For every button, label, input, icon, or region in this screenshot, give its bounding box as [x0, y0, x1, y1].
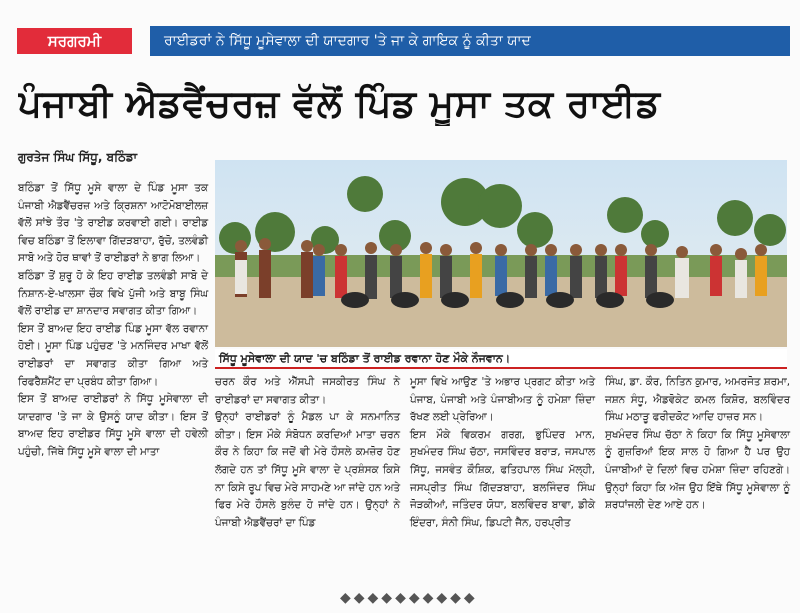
news-photo [215, 160, 787, 347]
paragraph: ਮੂਸਾ ਵਿਖੇ ਆਉਣ 'ਤੇ ਅਭਾਰ ਪ੍ਰਗਟ ਕੀਤਾ ਅਤੇ ਪੰਜਾਬ, ਪੰਜਾਬੀ ਅਤੇ ਪੰਜਾਬੀਅਤ ਨੂੰ ਹਮੇਸ਼ਾ ਜ਼ਿੰਦਾ ਰੱਖਣ ਲਈ ਪ੍ਰੇਰਿਆ। [410, 376, 595, 424]
paragraph: ਇਸ ਤੋਂ ਬਾਅਦ ਰਾਈਡਰਾਂ ਨੇ ਸਿੱਧੂ ਮੂਸੇਵਾਲਾ ਦੀ ਯਾਦਗਾਰ 'ਤੇ ਜਾ ਕੇ ਉਸਨੂੰ ਯਾਦ ਕੀਤਾ। ਇਸ ਤੋਂ ਬਾਅਦ ਇਹ ਰਾਈਡਰ ਸਿੱਧੂ ਮੂਸੇ ਵਾਲਾ ਦੀ ਹਵੇਲੀ ਪਹੁੰਚੀ, ਜਿੱਥੇ ਸਿੱਧੂ ਮੂਸੇ ਵਾਲਾ ਦੀ ਮਾਤਾ [18, 393, 208, 458]
photo-caption: ਸਿੱਧੂ ਮੂਸੇਵਾਲਾ ਦੀ ਯਾਦ 'ਚ ਬਠਿੰਡਾ ਤੋਂ ਰਾਈਡ ਰਵਾਨਾ ਹੋਣ ਮੌਕੇ ਨੌਜਵਾਨ। [215, 349, 787, 369]
section-tag: ਸਰਗਰਮੀ [17, 28, 132, 54]
paragraph: ਇਸ ਤੋਂ ਬਾਅਦ ਇਹ ਰਾਈਡ ਪਿੰਡ ਮੂਸਾ ਵੱਲ ਰਵਾਨਾ ਹੋਈ। ਮੂਸਾ ਪਿੰਡ ਪਹੁੰਚਣ 'ਤੇ ਮਨਜਿੰਦਰ ਮਾਖਾ ਵੱਲੋਂ ਰਾਈਡਰਾਂ ਦਾ ਸਵਾਗਤ ਕੀਤਾ ਗਿਆ ਅਤੇ ਰਿਫਰੈਸ਼ਮੈਂਟ ਦਾ ਪ੍ਰਬੰਧ ਕੀਤਾ ਗਿਆ। [18, 322, 208, 388]
headline: ਪੰਜਾਬੀ ਐਡਵੈਂਚਰਜ਼ ਵੱਲੋਂ ਪਿੰਡ ਮੂਸਾ ਤਕ ਰਾਈਡ [18, 82, 661, 125]
byline: ਗੁਰਤੇਜ ਸਿੰਘ ਸਿੱਧੂ, ਬਠਿੰਡਾ [18, 150, 138, 164]
paragraph: ਬਠਿੰਡਾ ਤੋਂ ਸ਼ੁਰੂ ਹੋ ਕੇ ਇਹ ਰਾਈਡ ਤਲਵੰਡੀ ਸਾਬੋ ਦੇ ਨਿਸ਼ਾਨ-ਏ-ਖਾਲਸਾ ਚੌਕ ਵਿਖੇ ਪੁੱਜੀ ਅਤੇ ਬਾਬੂ ਸਿੰਘ ਵੱਲੋਂ ਰਾਈਡ ਦਾ ਸ਼ਾਨਦਾਰ ਸਵਾਗਤ ਕੀਤਾ ਗਿਆ। [18, 269, 208, 318]
top-banner: ਰਾਈਡਰਾਂ ਨੇ ਸਿੱਧੂ ਮੂਸੇਵਾਲਾ ਦੀ ਯਾਦਗਾਰ 'ਤੇ ਜਾ ਕੇ ਗਾਇਕ ਨੂੰ ਕੀਤਾ ਯਾਦ [150, 26, 790, 56]
paragraph: ਇਸ ਮੌਕੇ ਵਿਕਰਮ ਗਰਗ, ਭੁਪਿੰਦਰ ਮਾਨ, ਸੁਖਮੰਦਰ ਸਿੰਘ ਚੱਠਾ, ਜਸਵਿੰਦਰ ਬਰਾੜ, ਜਸਪਾਲ ਸਿੱਧੂ, ਜਸਵੰਤ ਕੌਸ਼ਿਕ, ਫਤਿਹਪਾਲ ਸਿੰਘ ਮੱਲ੍ਹੀ, ਜਸਪ੍ਰੀਤ ਸਿੰਘ ਗਿੱਦੜਬਾਹਾ, ਬਲਜਿੰਦਰ ਸਿੰਘ ਜੋੜਕੀਆਂ, ਜਤਿੰਦਰ ਯੋਧਾ, ਬਲਵਿੰਦਰ ਬਾਵਾ, ਡੀਕੇ ਇੰਦਰਾ, ਸੰਨੀ ਸਿੰਘ, ਡਿਪਟੀ ਜੈਨ, ਹਰਪ੍ਰੀਤ [410, 428, 595, 529]
paragraph: ਉਨ੍ਹਾਂ ਰਾਈਡਰਾਂ ਨੂੰ ਮੈਡਲ ਪਾ ਕੇ ਸਨਮਾਨਿਤ ਕੀਤਾ। ਇਸ ਮੌਕੇ ਸੰਬੋਧਨ ਕਰਦਿਆਂ ਮਾਤਾ ਚਰਨ ਕੌਰ ਨੇ ਕਿਹਾ ਕਿ ਜਦੋਂ ਵੀ ਮੇਰੇ ਹੌਸਲੇ ਕਮਜ਼ੋਰ ਹੋਣ ਲੱਗਦੇ ਹਨ ਤਾਂ ਸਿੱਧੂ ਮੂਸੇ ਵਾਲਾ ਦੇ ਪ੍ਰਸ਼ੰਸਕ ਕਿਸੇ ਨਾ ਕਿਸੇ ਰੂਪ ਵਿਚ ਮੇਰੇ ਸਾਹਮਣੇ ਆ ਜਾਂਦੇ ਹਨ ਅਤੇ ਫਿਰ ਮੇਰੇ ਹੌਸਲੇ ਬੁਲੰਦ ਹੋ ਜਾਂਦੇ ਹਨ। ਉਨ੍ਹਾਂ ਨੇ ਪੰਜਾਬੀ ਐਡਵੈਂਚਰਾਂ ਦਾ ਪਿੰਡ [215, 411, 400, 529]
paragraph: ਬਠਿੰਡਾ ਤੋਂ ਸਿੱਧੂ ਮੂਸੇ ਵਾਲਾ ਦੇ ਪਿੰਡ ਮੂਸਾ ਤਕ ਪੰਜਾਬੀ ਐਡਵੈਂਚਰਜ਼ ਅਤੇ ਕ੍ਰਿਸ਼ਨਾ ਆਟੋਮੋਬਾਈਲਜ਼ ਵੱਲੋਂ ਸਾਂਝੇ ਤੌਰ 'ਤੇ ਰਾਈਡ ਕਰਵਾਈ ਗਈ। ਰਾਈਡ ਵਿਚ ਬਠਿੰਡਾ ਤੋਂ ਇਲਾਵਾ ਗਿੱਦੜਬਾਹਾ, ਰੁੱਚੋ, ਤਲਵੰਡੀ ਸਾਬੋ ਅਤੇ ਹੋਰ ਥਾਵਾਂ ਤੋਂ ਰਾਈਡਰਾਂ ਨੇ ਭਾਗ ਲਿਆ। [18, 182, 208, 265]
paragraph: ਚਰਨ ਕੌਰ ਅਤੇ ਐੱਸਪੀ ਜਸਕੀਰਤ ਸਿੰਘ ਨੇ ਰਾਈਡਰਾਂ ਦਾ ਸਵਾਗਤ ਕੀਤਾ। [215, 376, 400, 406]
paragraph: ਸੁਖਮੰਦਰ ਸਿੰਘ ਚੱਠਾ ਨੇ ਕਿਹਾ ਕਿ ਸਿੱਧੂ ਮੂਸੇਵਾਲਾ ਨੂੰ ਗੁਜ਼ਰਿਆਂ ਇਕ ਸਾਲ ਹੋ ਗਿਆ ਹੈ ਪਰ ਉਹ ਪੰਜਾਬੀਆਂ ਦੇ ਦਿਲਾਂ ਵਿਚ ਹਮੇਸ਼ਾ ਜ਼ਿੰਦਾ ਰਹਿਣਗੇ। ਉਨ੍ਹਾਂ ਕਿਹਾ ਕਿ ਅੱਜ ਉਹ ਇੱਥੇ ਸਿੱਧੂ ਮੂਸੇਵਾਲਾ ਨੂੰ ਸ਼ਰਧਾਂਜਲੀ ਦੇਣ ਆਏ ਹਨ। [605, 428, 790, 512]
article-column-4 [605, 374, 790, 515]
paragraph: ਸਿੰਘ, ਡਾ. ਕੌਰ, ਨਿਤਿਨ ਕੁਮਾਰ, ਅਮਰਜੋਤ ਸ਼ਰਮਾ, ਜਸ਼ਨ ਸੰਧੂ, ਐਡਵੋਕੇਟ ਕਮਲ ਕਿਸ਼ੋਰ, ਬਲਵਿੰਦਰ ਸਿੰਘ ਮਠਾੜੂ ਫਰੀਦਕੋਟ ਆਦਿ ਹਾਜ਼ਰ ਸਨ। [605, 376, 790, 424]
photo-illustration [215, 160, 787, 347]
article-column-2 [215, 374, 400, 532]
footer-ornament: ◆◆◆◆◆◆◆◆◆◆ [340, 590, 478, 606]
article-column-1 [18, 180, 208, 462]
article-column-3 [410, 374, 595, 532]
